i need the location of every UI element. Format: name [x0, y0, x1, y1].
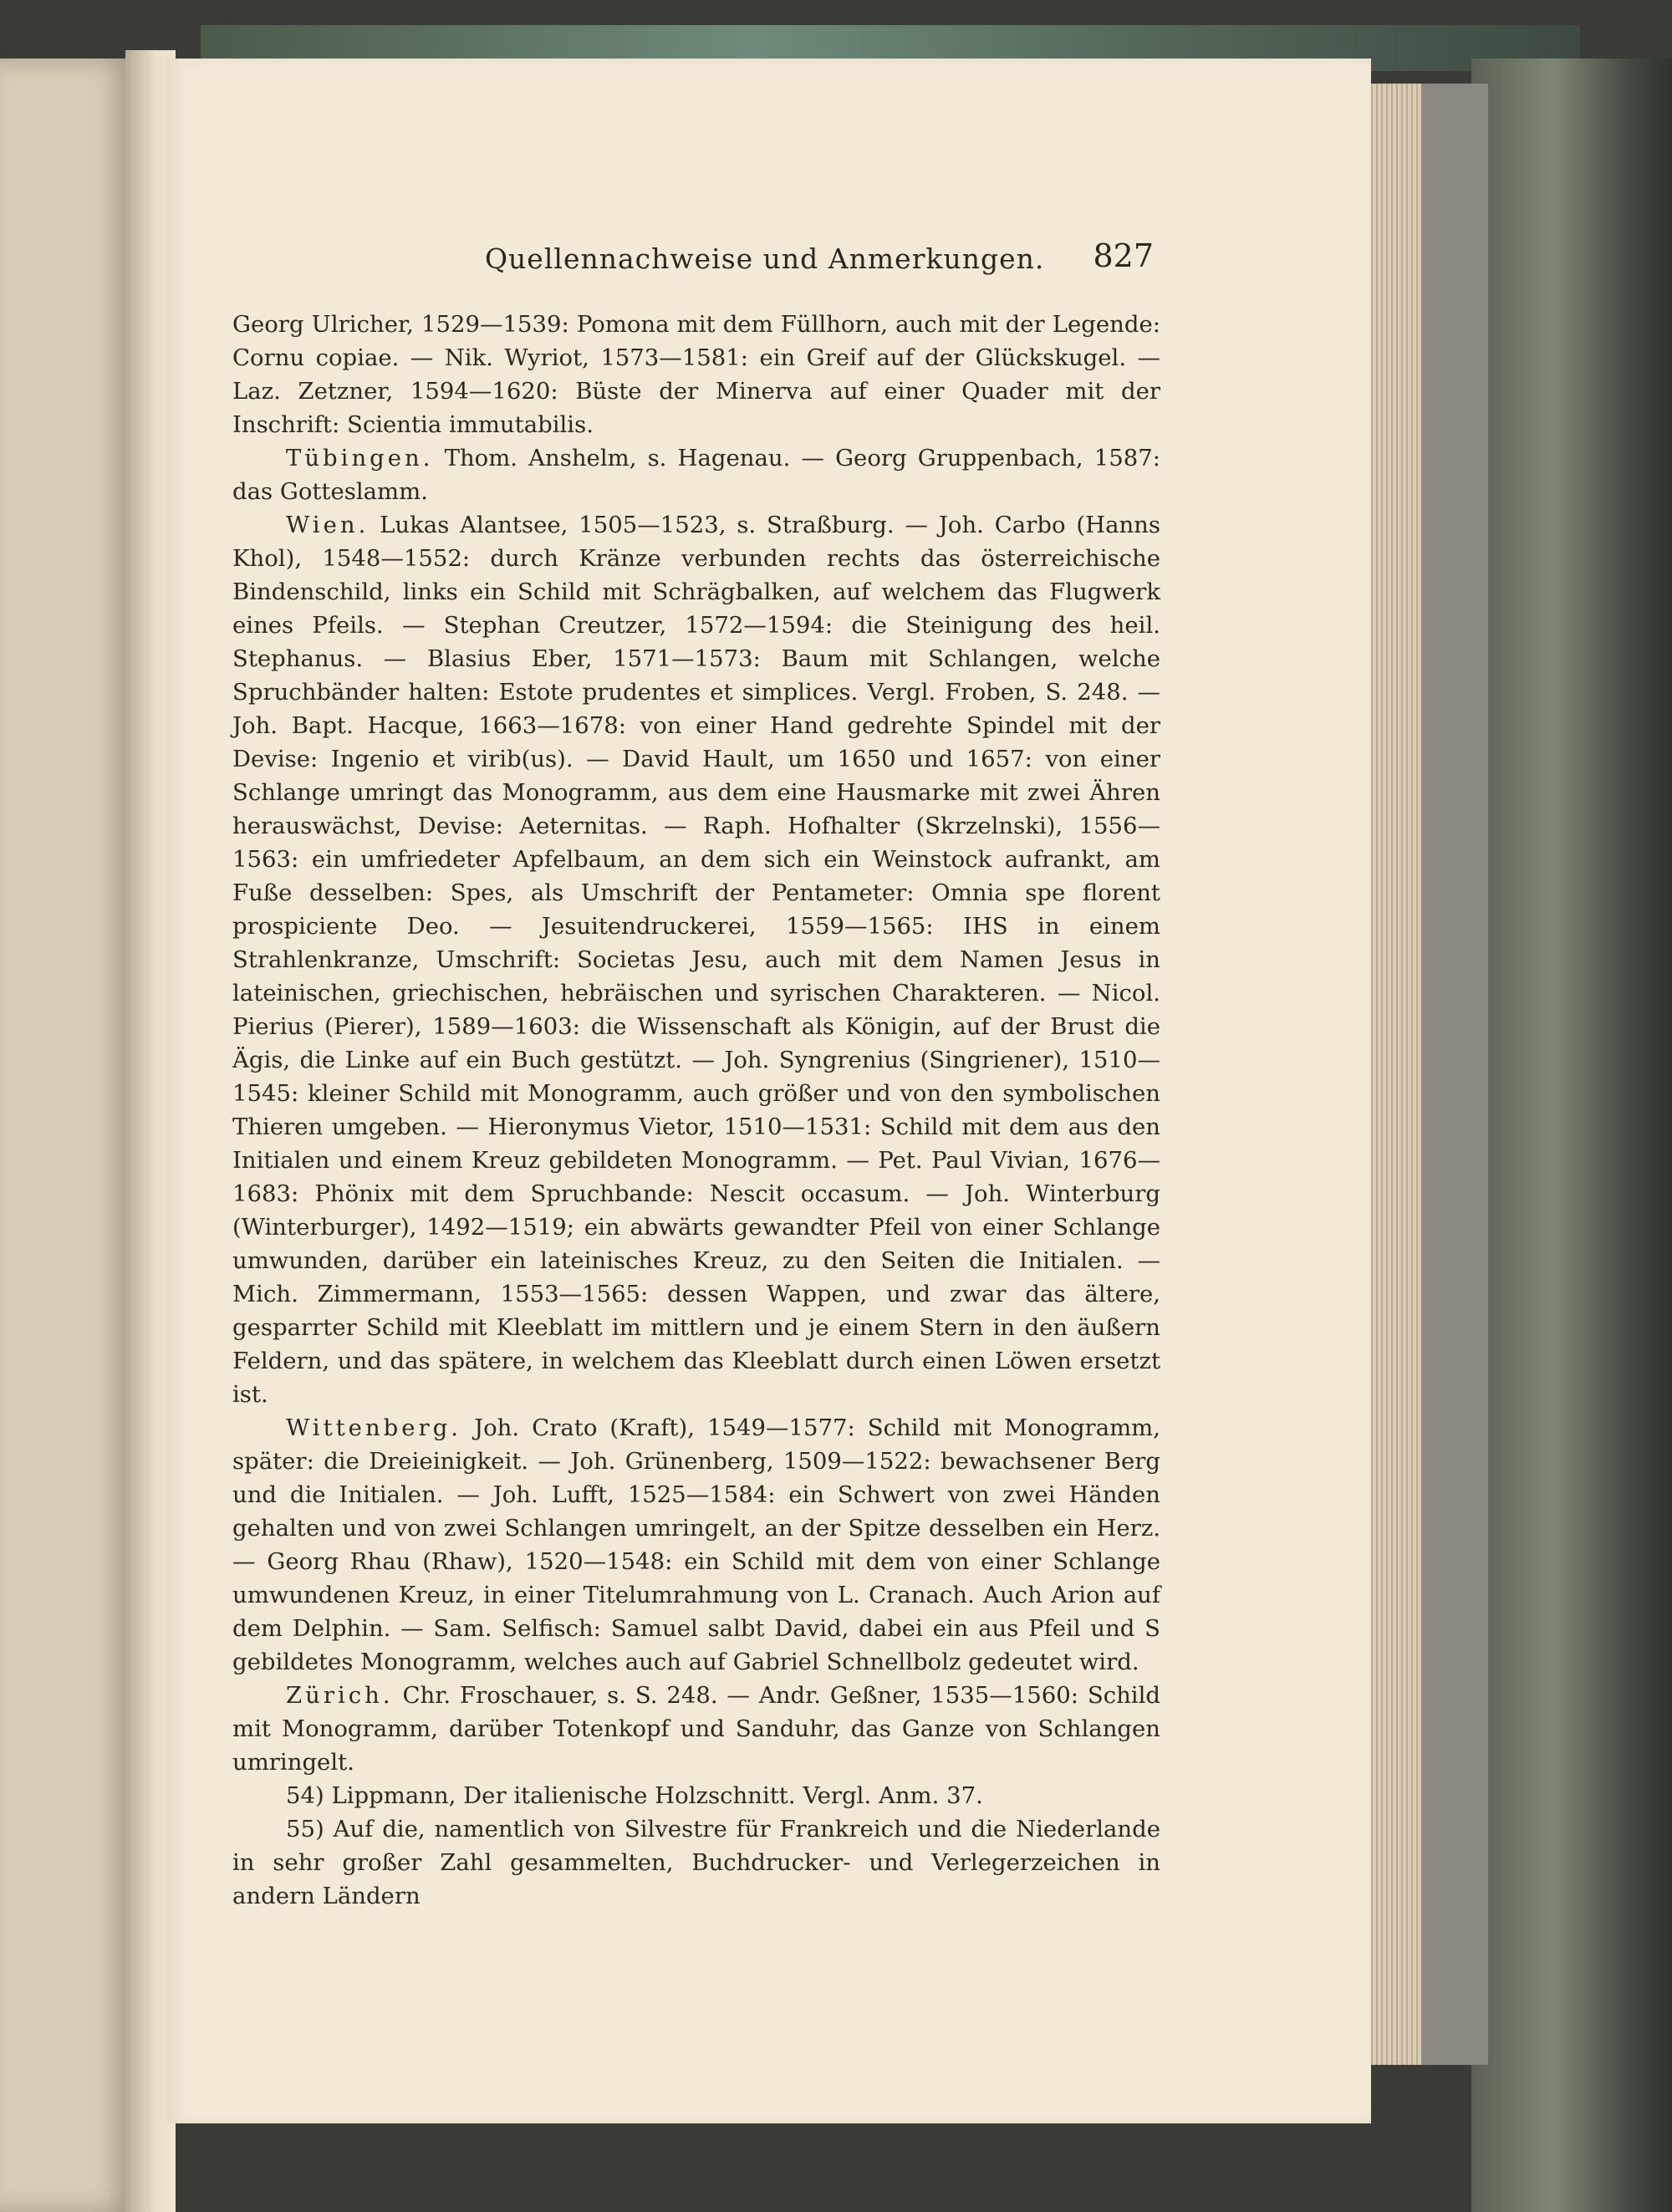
footnote-text: Lippmann, Der italienische Holzschnitt. Vergl. Anm. 37.: [324, 1782, 983, 1809]
footnote-text: Auf die, namentlich von Silvestre für Frankreich und die Niederlande in sehr großer Zahl gesammelten, Buchdrucker- und Verlegerzeichen in andern Ländern: [232, 1816, 1160, 1909]
footnote: [232, 1779, 1160, 1812]
page-edges: [1363, 84, 1421, 2065]
paragraph-text: Lukas Alantsee, 1505—1523, s. Straßburg. — Joh. Carbo (Hanns Khol), 1548—1552: durch Kränze verbunden rechts das österreichische Bindenschild, links ein Schild mit Schrägbalken, auf welchem das Flugwerk eines Pfeils. — Stephan Creutzer, 1572—1594: die Steinigung des heil. Stephanus. — Blasius Eber, 1571—1573: Baum mit Schlangen, welche Spruchbänder halten: Estote prudentes et simplices. Vergl. Froben, S. 248. — Joh. Bapt. Hacque, 1663—1678: von einer Hand gedrehte Spindel mit der Devise: Ingenio et virib(us). — David Hault, um 1650 und 1657: von einer Schlange umringt das Monogramm, aus dem eine Hausmarke mit zwei Ähren herauswächst, Devise: Aeternitas. — Raph. Hofhalter (Skrzelnski), 1556—1563: ein umfriedeter Apfelbaum, an dem sich ein Weinstock aufrankt, am Fuße desselben: Spes, als Umschrift der Pentameter: Omnia spe florent prospiciente Deo. — Jesuitendruckerei, 1559—1565: IHS in einem Strahlenkranze, Umschrift: Societas Jesu, auch mit dem Namen Jesus in lateinischen, griechischen, hebräischen und syrischen Charakteren. — Nicol. Pierius (Pierer), 1589—1603: die Wissenschaft als Königin, auf der Brust die Ägis, die Linke auf ein Buch gestützt. — Joh. Syngrenius (Singriener), 1510—1545: kleiner Schild mit Monogramm, auch größer und von den symbolischen Thieren umgeben. — Hieronymus Vietor, 1510—1531: Schild mit dem aus den Initialen und einem Kreuz gebildeten Monogramm. — Pet. Paul Vivian, 1676—1683: Phönix mit dem Spruchbande: Nescit occasum. — Joh. Winterburg (Winterburger), 1492—1519; ein abwärts gewandter Pfeil von einer Schlange umwunden, darüber ein lateinisches Kreuz, zu den Seiten die Initialen. — Mich. Zimmermann, 1553—1565: dessen Wappen, und zwar das ältere, gesparrter Schild mit Kleeblatt im mittlern und je einem Stern in den äußern Feldern, und das spätere, in welchem das Kleeblatt durch einen Löwen ersetzt ist.: [232, 512, 1160, 1408]
place-heading: Tübingen.: [286, 445, 434, 471]
left-page: [0, 59, 134, 2212]
paragraph: [232, 441, 1160, 508]
page-number: 827: [1093, 237, 1154, 274]
paragraph: [232, 1679, 1160, 1779]
footnote-number: 54): [286, 1782, 324, 1809]
paragraph: [232, 508, 1160, 1411]
paragraph-text: Chr. Froschauer, s. S. 248. — Andr. Geßner, 1535—1560: Schild mit Monogramm, darüber Totenkopf und Sanduhr, das Ganze von Schlangen umringelt.: [232, 1682, 1160, 1776]
paragraph-text: Georg Ulricher, 1529—1539: Pomona mit dem Füllhorn, auch mit der Legende: Cornu copiae. — Nik. Wyriot, 1573—1581: ein Greif auf der Glückskugel. — Laz. Zetzner, 1594—1620: Büste der Minerva auf einer Quader mit der Inschrift: Scientia immutabilis.: [232, 311, 1160, 438]
book-cover-board: [1471, 59, 1672, 2212]
place-heading: Wittenberg.: [286, 1414, 462, 1441]
place-heading: Wien.: [286, 512, 370, 538]
paragraph-text: Joh. Crato (Kraft), 1549—1577: Schild mit Monogramm, später: die Dreieinigkeit. — Joh. Grünenberg, 1509—1522: bewachsener Berg und die Initialen. — Joh. Lufft, 1525—1584: ein Schwert von zwei Händen gehalten und von zwei Schlangen umringelt, an der Spitze desselben ein Herz. — Georg Rhau (Rhaw), 1520—1548: ein Schild mit dem von einer Schlange umwundenen Kreuz, in einer Titelumrahmung von L. Cranach. Auch Arion auf dem Delphin. — Sam. Selfisch: Samuel salbt David, dabei ein aus Pfeil und S gebildetes Monogramm, welches auch auf Gabriel Schnellbolz gedeutet wird.: [232, 1414, 1160, 1675]
footnote-number: 55): [286, 1816, 324, 1842]
page-block-shadow: [1413, 84, 1488, 2065]
paragraph: [232, 1411, 1160, 1679]
place-heading: Zürich.: [286, 1682, 394, 1709]
running-head: [385, 237, 1154, 293]
paragraph: [232, 308, 1160, 441]
running-head-title: Quellennachweise und Anmerkungen.: [485, 242, 1045, 275]
paragraph-text: Thom. Anshelm, s. Hagenau. — Georg Gruppenbach, 1587: das Gotteslamm.: [232, 445, 1160, 505]
footnote: [232, 1812, 1160, 1913]
body-text: [232, 308, 1160, 1913]
